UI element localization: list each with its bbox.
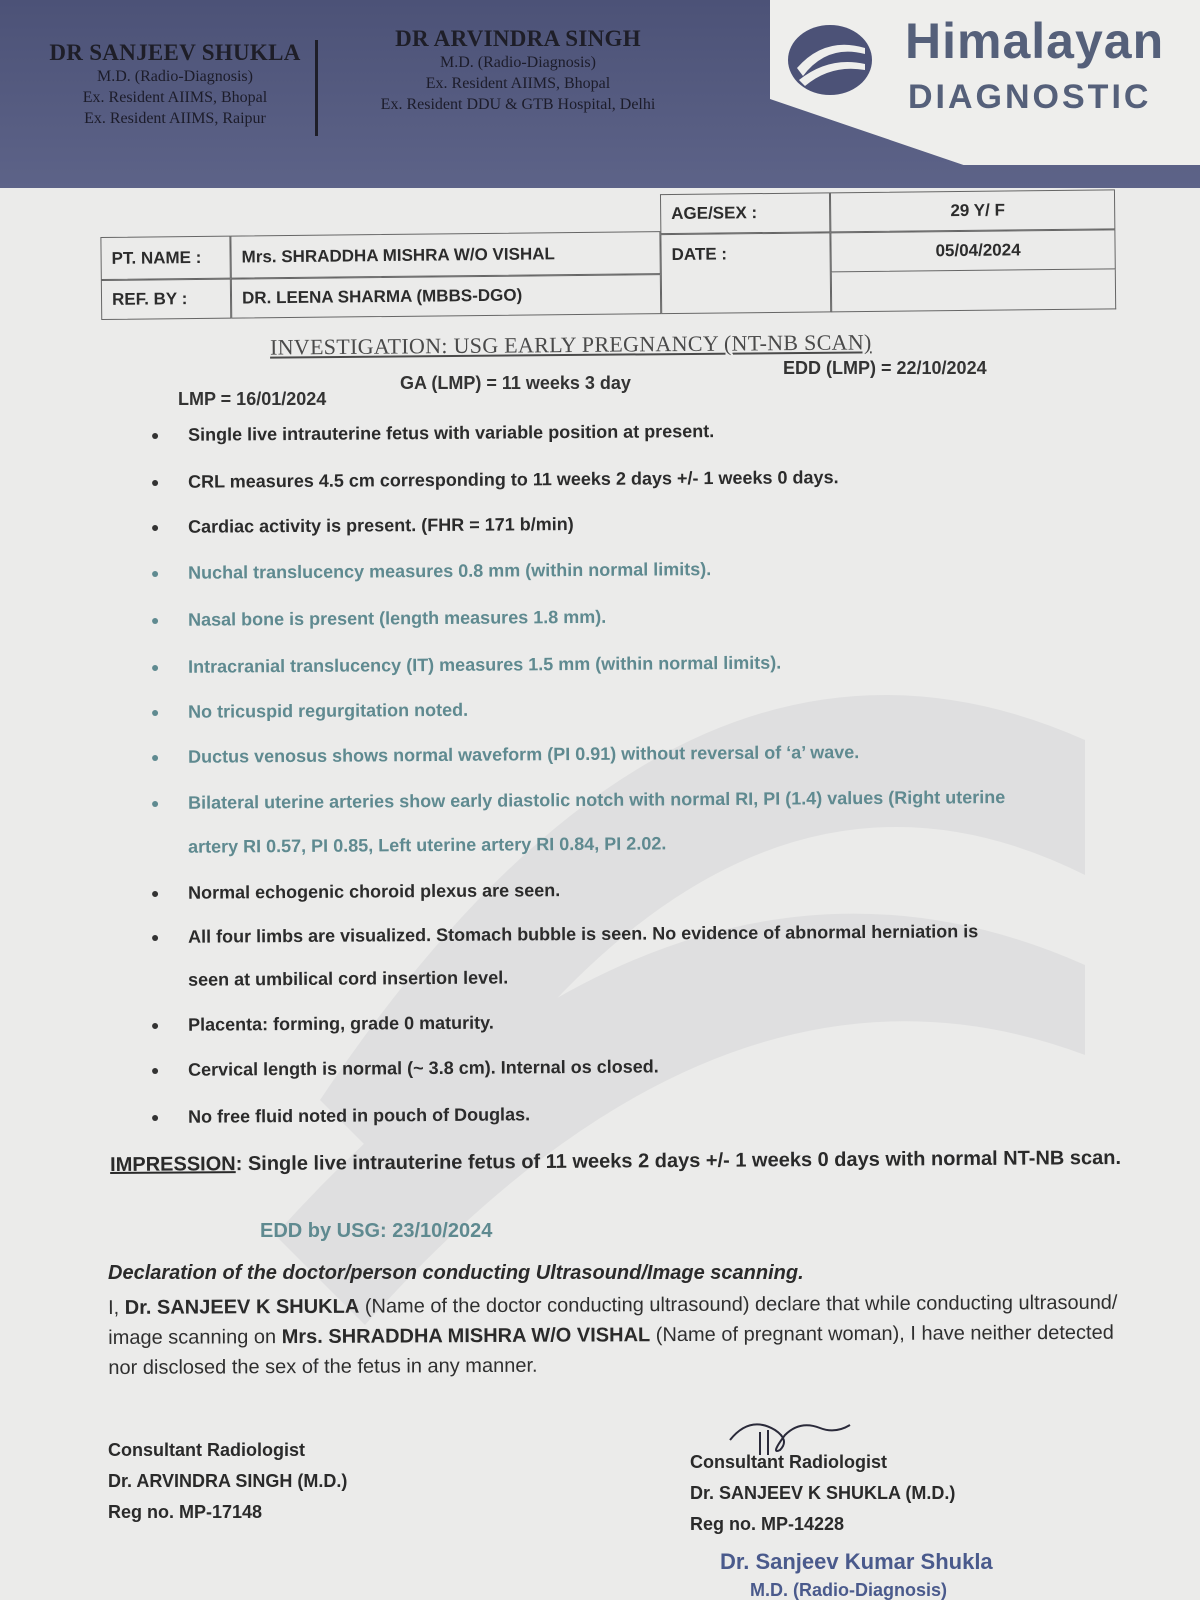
signatory-reg: Reg no. MP-17148: [108, 1502, 263, 1522]
doctor1-credentials: [40, 40, 310, 129]
bullet-icon: [152, 891, 158, 897]
bullet-icon: [152, 755, 158, 761]
bullet-icon: [152, 801, 158, 807]
age-sex-label: AGE/SEX :: [660, 192, 830, 234]
pt-name-label: PT. NAME :: [100, 236, 230, 280]
ref-by-label: REF. BY :: [101, 279, 231, 320]
signatory-right: [690, 1447, 955, 1540]
doctor-stamp: [720, 1548, 993, 1600]
finding-item: Nuchal translucency measures 0.8 mm (within normal limits).: [150, 556, 1130, 563]
himalayan-logo-icon: [785, 22, 875, 97]
signatory-reg: Reg no. MP-14228: [690, 1514, 845, 1534]
edd-lmp-value: EDD (LMP) = 22/10/2024: [783, 358, 987, 378]
finding-item: Cervical length is normal (~ 3.8 cm). Internal os closed.: [150, 1053, 1130, 1060]
doctor2-credentials: [328, 26, 708, 115]
finding-item: Ductus venosus shows normal waveform (PI 0.91) without reversal of ‘a’ wave.: [150, 740, 1130, 747]
finding-item: CRL measures 4.5 cm corresponding to 11 weeks 2 days +/- 1 weeks 0 days.: [150, 465, 1130, 472]
signatory-name: Dr. ARVINDRA SINGH (M.D.): [108, 1471, 348, 1491]
brand-name: Himalayan: [905, 13, 1165, 69]
declaration-doctor: Dr. SANJEEV K SHUKLA: [124, 1295, 360, 1319]
bullet-icon: [152, 571, 158, 577]
finding-item: Single live intrauterine fetus with variable position at present.: [150, 418, 1130, 425]
doctor1-name: DR SANJEEV SHUKLA: [49, 40, 301, 65]
finding-item: Intracranial translucency (IT) measures 1.5 mm (within normal limits).: [150, 650, 1130, 657]
header-divider: [315, 40, 318, 136]
investigation-title: INVESTIGATION: USG EARLY PREGNANCY (NT-NB SCAN): [269, 329, 872, 360]
bullet-icon: [152, 1068, 158, 1074]
signatory-left: [108, 1435, 347, 1528]
finding-item: No tricuspid regurgitation noted.: [150, 695, 1130, 702]
bullet-icon: [152, 665, 158, 671]
signatory-role: Consultant Radiologist: [690, 1452, 887, 1472]
finding-item: Placenta: forming, grade 0 maturity.: [150, 1008, 1130, 1015]
finding-item: Bilateral uterine arteries show early diastolic notch with normal RI, PI (1.4) values (Right uterine: [150, 786, 1130, 793]
bullet-icon: [152, 1023, 158, 1029]
date-value: 05/04/2024: [830, 229, 1115, 272]
bullet-icon: [152, 433, 158, 439]
finding-item: All four limbs are visualized. Stomach bubble is seen. No evidence of abnormal herniation is: [150, 920, 1130, 927]
impression-label: IMPRESSION: [110, 1153, 236, 1176]
patient-info-table: [100, 189, 1116, 322]
finding-continuation: artery RI 0.57, PI 0.85, Left uterine artery RI 0.84, PI 2.02.: [187, 833, 667, 857]
bullet-icon: [152, 1115, 158, 1121]
stamp-sub: M.D. (Radio-Diagnosis): [750, 1580, 947, 1600]
doctor2-line: Ex. Resident AIIMS, Bhopal: [425, 75, 611, 92]
finding-item: Nasal bone is present (length measures 1.8 mm).: [150, 603, 1130, 610]
empty-cell: [831, 269, 1116, 312]
stamp-name: Dr. Sanjeev Kumar Shukla: [720, 1549, 993, 1574]
date-label: DATE :: [660, 232, 831, 314]
signatory-role: Consultant Radiologist: [108, 1440, 305, 1460]
doctor1-line: Ex. Resident AIIMS, Raipur: [84, 110, 266, 127]
ref-by-value: DR. LEENA SHARMA (MBBS-DGO): [231, 274, 661, 319]
lmp-value: LMP = 16/01/2024: [178, 389, 327, 409]
finding-continuation: seen at umbilical cord insertion level.: [187, 967, 509, 990]
declaration-body: I, Dr. SANJEEV K SHUKLA (Name of the doctor conducting ultrasound) declare that while conducting ultrasound/ image scanning on Mrs. SHRADDHA MISHRA W/O VISHAL (Name of pregnant woman), I have neither detected nor disclosed the sex of the fetus in any manner.: [108, 1291, 1118, 1379]
doctor1-line: M.D. (Radio-Diagnosis): [97, 68, 253, 85]
ga-value: GA (LMP) = 11 weeks 3 day: [400, 373, 631, 393]
declaration-title: Declaration of the doctor/person conducting Ultrasound/Image scanning.: [108, 1262, 804, 1284]
edd-usg: EDD by USG: 23/10/2024: [260, 1220, 493, 1242]
bullet-icon: [152, 935, 158, 941]
bullet-icon: [152, 618, 158, 624]
doctor2-line: Ex. Resident DDU & GTB Hospital, Delhi: [380, 96, 656, 113]
signatory-name: Dr. SANJEEV K SHUKLA (M.D.): [690, 1483, 956, 1503]
declaration-patient: Mrs. SHRADDHA MISHRA W/O VISHAL: [281, 1324, 651, 1349]
impression-text: : Single live intrauterine fetus of 11 weeks 2 days +/- 1 weeks 0 days with normal NT-NB scan.: [235, 1146, 1122, 1176]
doctor2-name: DR ARVINDRA SINGH: [395, 26, 641, 51]
bullet-icon: [152, 480, 158, 486]
finding-item: Normal echogenic choroid plexus are seen.: [150, 876, 1130, 883]
finding-item: No free fluid noted in pouch of Douglas.: [150, 1100, 1130, 1107]
bullet-icon: [152, 710, 158, 716]
doctor2-line: M.D. (Radio-Diagnosis): [440, 54, 596, 71]
brand-subtitle: DIAGNOSTIC: [908, 78, 1152, 116]
finding-item: Cardiac activity is present. (FHR = 171 b/min): [150, 510, 1130, 517]
age-sex-value: 29 Y/ F: [830, 189, 1115, 232]
pt-name-value: Mrs. SHRADDHA MISHRA W/O VISHAL: [230, 231, 660, 279]
bullet-icon: [152, 525, 158, 531]
doctor1-line: Ex. Resident AIIMS, Bhopal: [82, 89, 268, 106]
